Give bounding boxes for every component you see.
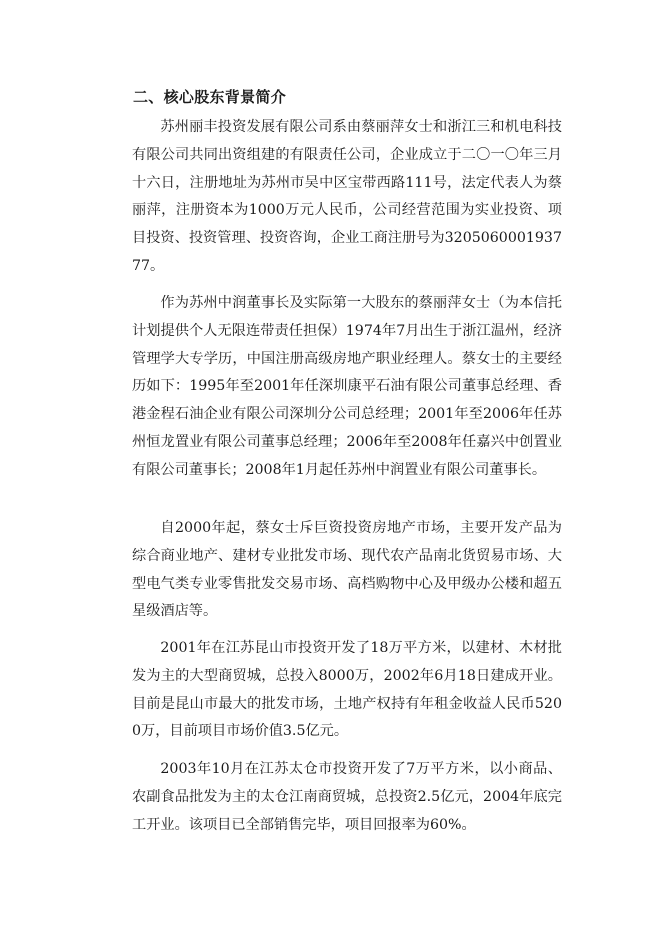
paragraph-kunshan-project: 2001年在江苏昆山市投资开发了18万平方米，以建材、木材批发为主的大型商贸城，总投入8000万，2002年6月18日建成开业。目前是昆山市最大的批发市场，土地产权持有年租金收益人民币5200万，目前项目市场价值3.5亿元。 (132, 640, 562, 740)
paragraph-investment-overview: 自2000年起，蔡女士斥巨资投资房地产市场，主要开发产品为综合商业地产、建材专业批发市场、现代农产品南北货贸易市场、大型电气类专业零售批发交易市场、高档购物中心及甲级办公楼和超五星级酒店等。 (132, 520, 562, 620)
paragraph-company-background: 苏州丽丰投资发展有限公司系由蔡丽萍女士和浙江三和机电科技有限公司共同出资组建的有限责任公司，企业成立于二〇一〇年三月十六日，注册地址为苏州市吴中区宝带西路111号，法定代表人为蔡丽萍，注册资本为1000万元人民币，公司经营范围为实业投资、项目投资、投资管理、投资咨询，企业工商注册号为320506000193777。 (132, 119, 562, 274)
section-heading: 二、核心股东背景简介 (133, 88, 287, 106)
paragraph-taicang-project: 2003年10月在江苏太仓市投资开发了7万平方米，以小商品、农副食品批发为主的太仓江南商贸城，总投资2.5亿元，2004年底完工开业。该项目已全部销售完毕，项目回报率为60%。 (132, 761, 562, 833)
paragraph-chairwoman-biography: 作为苏州中润董事长及实际第一大股东的蔡丽萍女士（为本信托计划提供个人无限连带责任担保）1974年7月出生于浙江温州，经济管理学大专学历，中国注册高级房地产职业经理人。蔡女士的主要经历如下：1995年至2001年任深圳康平石油有限公司董事总经理、香港金程石油企业有限公司深圳分公司总经理；2001年至2006年任苏州恒龙置业有限公司董事总经理；2006年至2008年任嘉兴中创置业有限公司董事长；2008年1月起任苏州中润置业有限公司董事长。 (132, 295, 562, 478)
